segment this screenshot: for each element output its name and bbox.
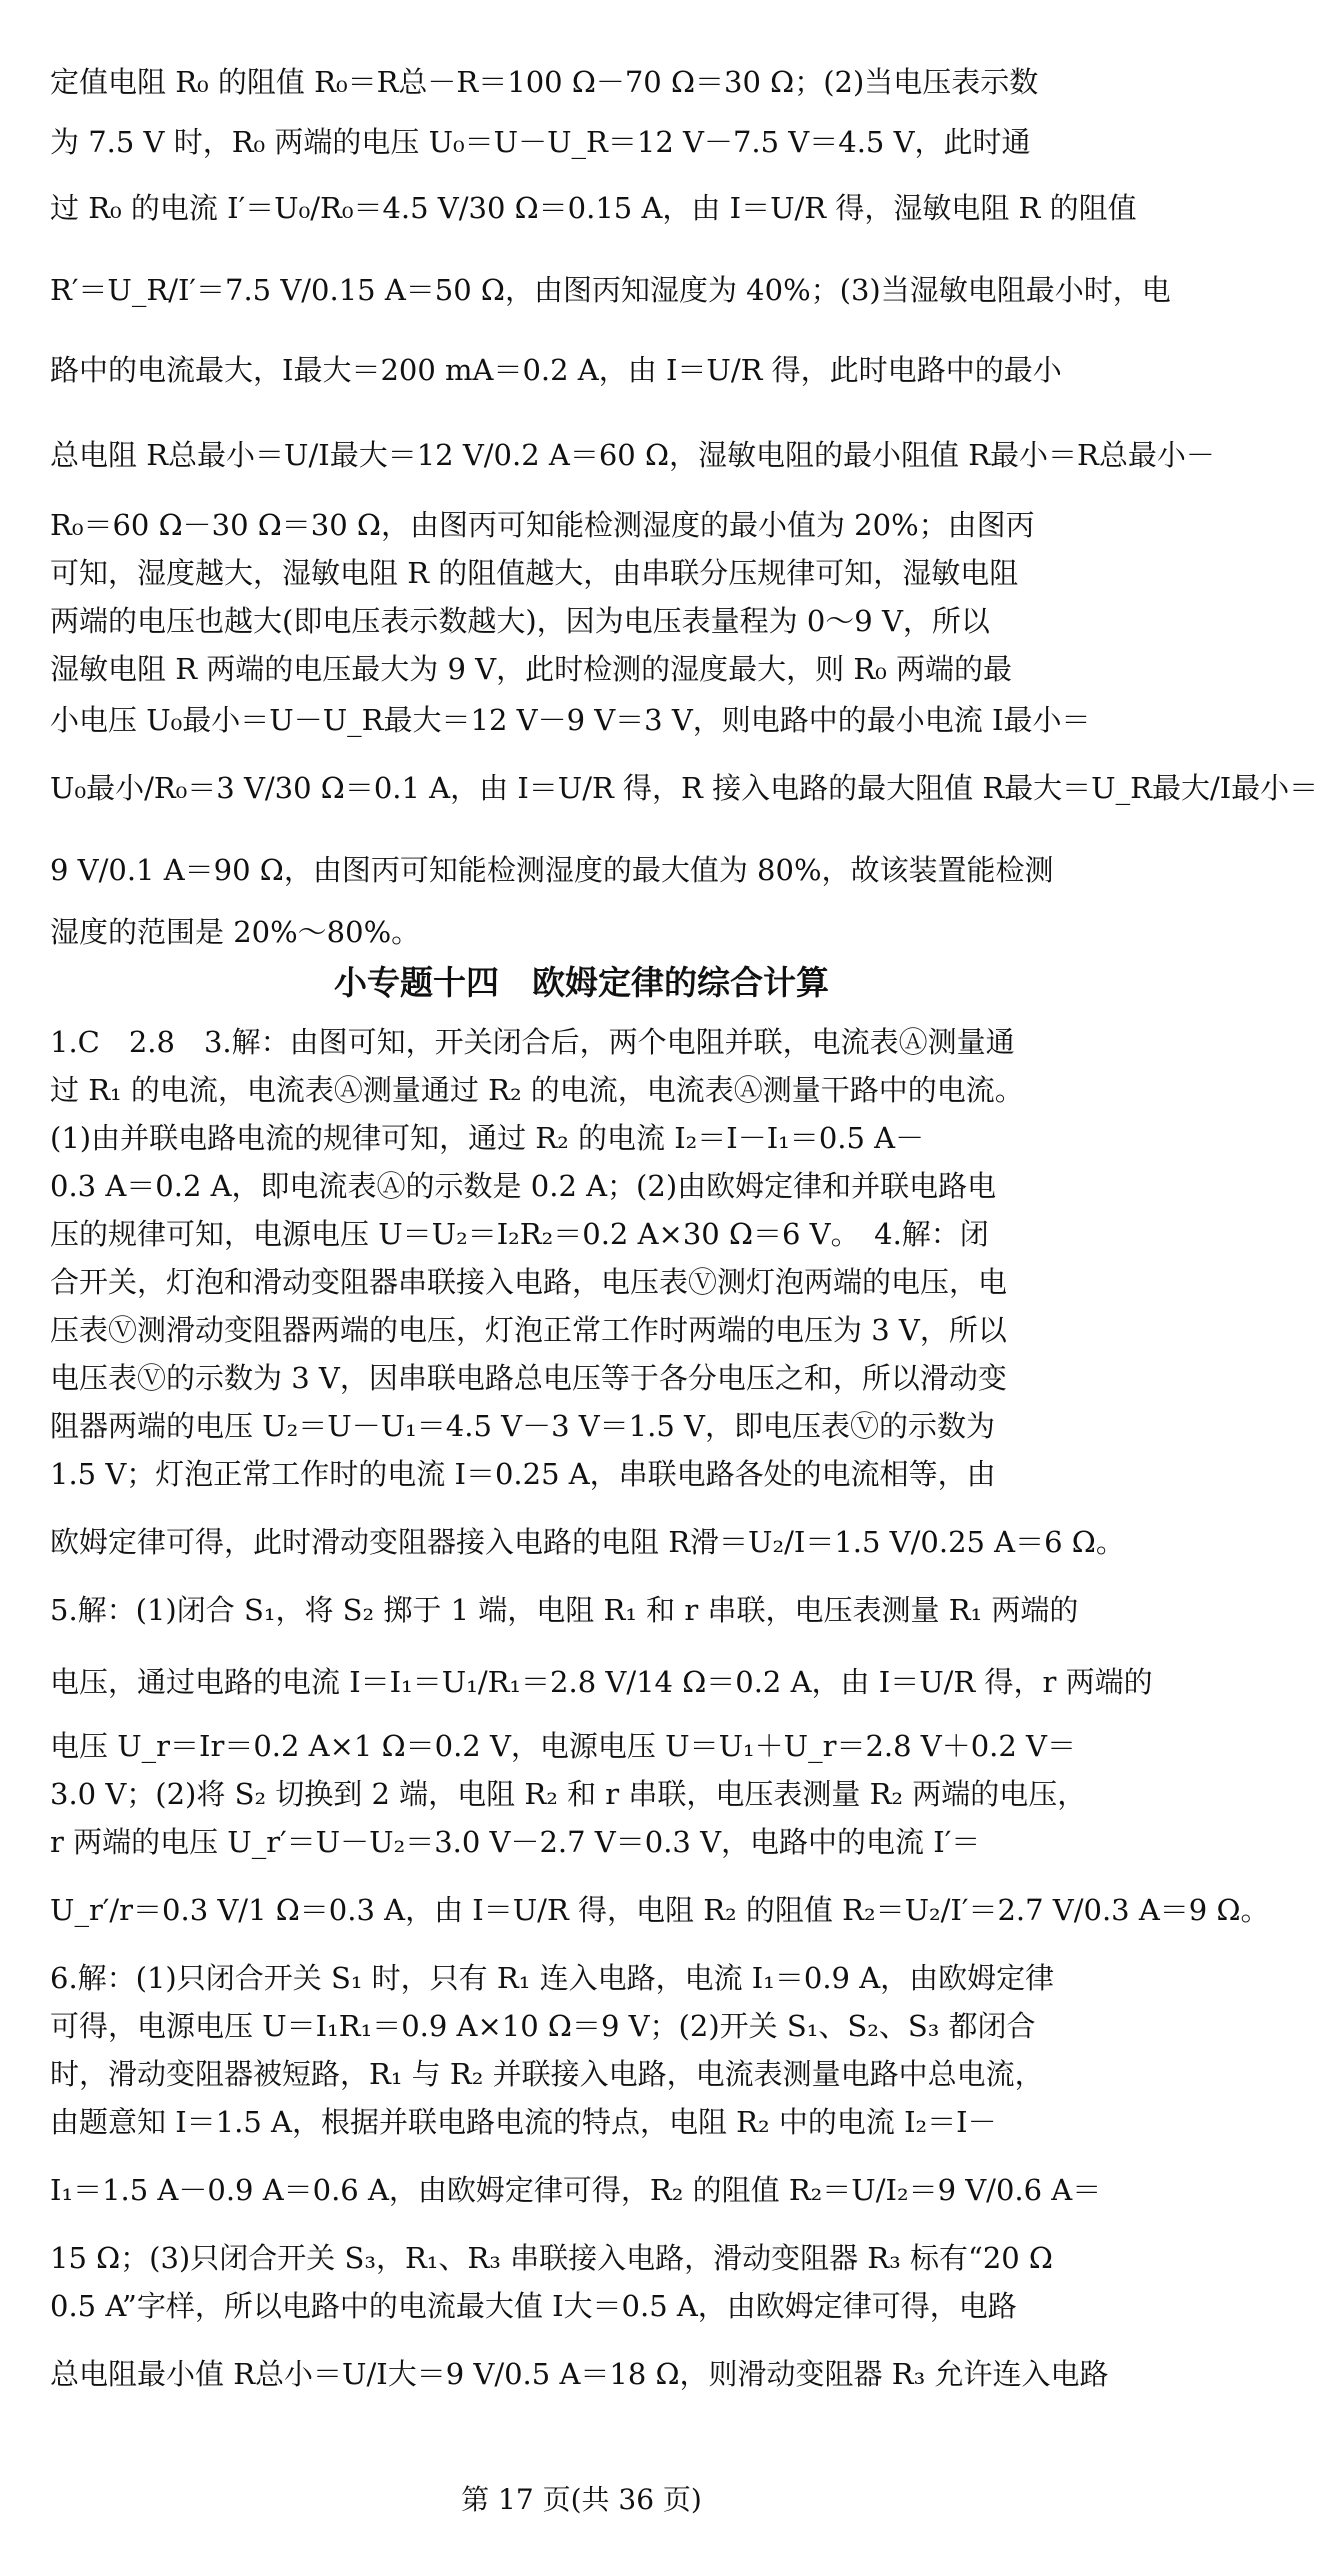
text-line: 0.5 A”字样，所以电路中的电流最大值 I大＝0.5 A，由欧姆定律可得，电路	[50, 2289, 1017, 2323]
text-line: 6.解：(1)只闭合开关 S₁ 时，只有 R₁ 连入电路，电流 I₁＝0.9 A，由欧姆定律	[50, 1961, 1055, 1995]
text-line: 1.5 V；灯泡正常工作时的电流 I＝0.25 A，串联电路各处的电流相等，由	[50, 1457, 996, 1491]
text-line: 两端的电压也越大(即电压表示数越大)，因为电压表量程为 0～9 V，所以	[50, 604, 990, 638]
text-line: U₀最小/R₀＝3 V/30 Ω＝0.1 A，由 I＝U/R 得，R 接入电路的最大阻值 R最大＝U_R最大/I最小＝	[50, 771, 1318, 805]
page-footer: 第 17 页(共 36 页)	[461, 2483, 702, 2516]
text-line: 阻器两端的电压 U₂＝U－U₁＝4.5 V－3 V＝1.5 V，即电压表Ⓥ的示数为	[50, 1409, 995, 1443]
text-line: 小电压 U₀最小＝U－U_R最大＝12 V－9 V＝3 V，则电路中的最小电流 I最小＝	[50, 703, 1091, 737]
text-line: 5.解：(1)闭合 S₁，将 S₂ 掷于 1 端，电阻 R₁ 和 r 串联，电压表测量 R₁ 两端的	[50, 1593, 1079, 1627]
text-line: 压的规律可知，电源电压 U＝U₂＝I₂R₂＝0.2 A×30 Ω＝6 V。 4.解：闭	[50, 1217, 989, 1251]
text-line: 由题意知 I＝1.5 A，根据并联电路电流的特点，电阻 R₂ 中的电流 I₂＝I－	[50, 2105, 997, 2139]
text-line: r 两端的电压 U_r′＝U－U₂＝3.0 V－2.7 V＝0.3 V，电路中的电流 I′＝	[50, 1825, 981, 1859]
text-line: (1)由并联电路电流的规律可知，通过 R₂ 的电流 I₂＝I－I₁＝0.5 A－	[50, 1121, 925, 1155]
text-line: 湿度的范围是 20%～80%。	[50, 915, 421, 949]
text-line: 过 R₀ 的电流 I′＝U₀/R₀＝4.5 V/30 Ω＝0.15 A，由 I＝U/R 得，湿敏电阻 R 的阻值	[50, 191, 1137, 225]
text-line: 时，滑动变阻器被短路，R₁ 与 R₂ 并联接入电路，电流表测量电路中总电流，	[50, 2057, 1044, 2091]
text-line: 电压，通过电路的电流 I＝I₁＝U₁/R₁＝2.8 V/14 Ω＝0.2 A，由 I＝U/R 得，r 两端的	[50, 1665, 1153, 1699]
text-line: 总电阻 R总最小＝U/I最大＝12 V/0.2 A＝60 Ω，湿敏电阻的最小阻值 R最小＝R总最小－	[50, 438, 1215, 472]
text-line: 可得，电源电压 U＝I₁R₁＝0.9 A×10 Ω＝9 V；(2)开关 S₁、S₂、S₃ 都闭合	[50, 2009, 1036, 2043]
text-line: 电压表Ⓥ的示数为 3 V，因串联电路总电压等于各分电压之和，所以滑动变	[50, 1361, 1007, 1395]
text-line: 压表Ⓥ测滑动变阻器两端的电压，灯泡正常工作时两端的电压为 3 V，所以	[50, 1313, 1007, 1347]
text-line: 欧姆定律可得，此时滑动变阻器接入电路的电阻 R滑＝U₂/I＝1.5 V/0.25 A＝6 Ω。	[50, 1525, 1125, 1559]
text-line: 定值电阻 R₀ 的阻值 R₀＝R总－R＝100 Ω－70 Ω＝30 Ω；(2)当电压表示数	[50, 65, 1039, 99]
text-line: R′＝U_R/I′＝7.5 V/0.15 A＝50 Ω，由图丙知湿度为 40%；(3)当湿敏电阻最小时，电	[50, 273, 1171, 307]
text-line: 路中的电流最大，I最大＝200 mA＝0.2 A，由 I＝U/R 得，此时电路中的最小	[50, 353, 1062, 387]
text-line: 15 Ω；(3)只闭合开关 S₃，R₁、R₃ 串联接入电路，滑动变阻器 R₃ 标有“20 Ω	[50, 2241, 1053, 2275]
text-line: 3.0 V；(2)将 S₂ 切换到 2 端，电阻 R₂ 和 r 串联，电压表测量 R₂ 两端的电压，	[50, 1777, 1087, 1811]
text-line: I₁＝1.5 A－0.9 A＝0.6 A，由欧姆定律可得，R₂ 的阻值 R₂＝U/I₂＝9 V/0.6 A＝	[50, 2173, 1102, 2207]
text-line: 电压 U_r＝Ir＝0.2 A×1 Ω＝0.2 V，电源电压 U＝U₁＋U_r＝2.8 V＋0.2 V＝	[50, 1729, 1077, 1763]
text-line: U_r′/r＝0.3 V/1 Ω＝0.3 A，由 I＝U/R 得，电阻 R₂ 的阻值 R₂＝U₂/I′＝2.7 V/0.3 A＝9 Ω。	[50, 1893, 1270, 1927]
text-line: 湿敏电阻 R 两端的电压最大为 9 V，此时检测的湿度最大，则 R₀ 两端的最	[50, 652, 1012, 686]
section-title: 小专题十四 欧姆定律的综合计算	[334, 963, 829, 1002]
text-line: 总电阻最小值 R总小＝U/I大＝9 V/0.5 A＝18 Ω，则滑动变阻器 R₃ 允许连入电路	[50, 2357, 1109, 2391]
text-line: 过 R₁ 的电流，电流表Ⓐ测量通过 R₂ 的电流，电流表Ⓐ测量干路中的电流。	[50, 1073, 1024, 1107]
text-line: 0.3 A＝0.2 A，即电流表Ⓐ的示数是 0.2 A；(2)由欧姆定律和并联电路电	[50, 1169, 997, 1203]
text-line: 可知，湿度越大，湿敏电阻 R 的阻值越大，由串联分压规律可知，湿敏电阻	[50, 556, 1019, 590]
text-line: 9 V/0.1 A＝90 Ω，由图丙可知能检测湿度的最大值为 80%，故该装置能检测	[50, 853, 1054, 887]
text-line: 为 7.5 V 时，R₀ 两端的电压 U₀＝U－U_R＝12 V－7.5 V＝4.5 V，此时通	[50, 125, 1031, 159]
text-line: 合开关，灯泡和滑动变阻器串联接入电路，电压表Ⓥ测灯泡两端的电压，电	[50, 1265, 1008, 1299]
text-line: R₀＝60 Ω－30 Ω＝30 Ω，由图丙可知能检测湿度的最小值为 20%；由图丙	[50, 508, 1035, 542]
text-line: 1.C 2.8 3.解：由图可知，开关闭合后，两个电阻并联，电流表Ⓐ测量通	[50, 1025, 1015, 1059]
